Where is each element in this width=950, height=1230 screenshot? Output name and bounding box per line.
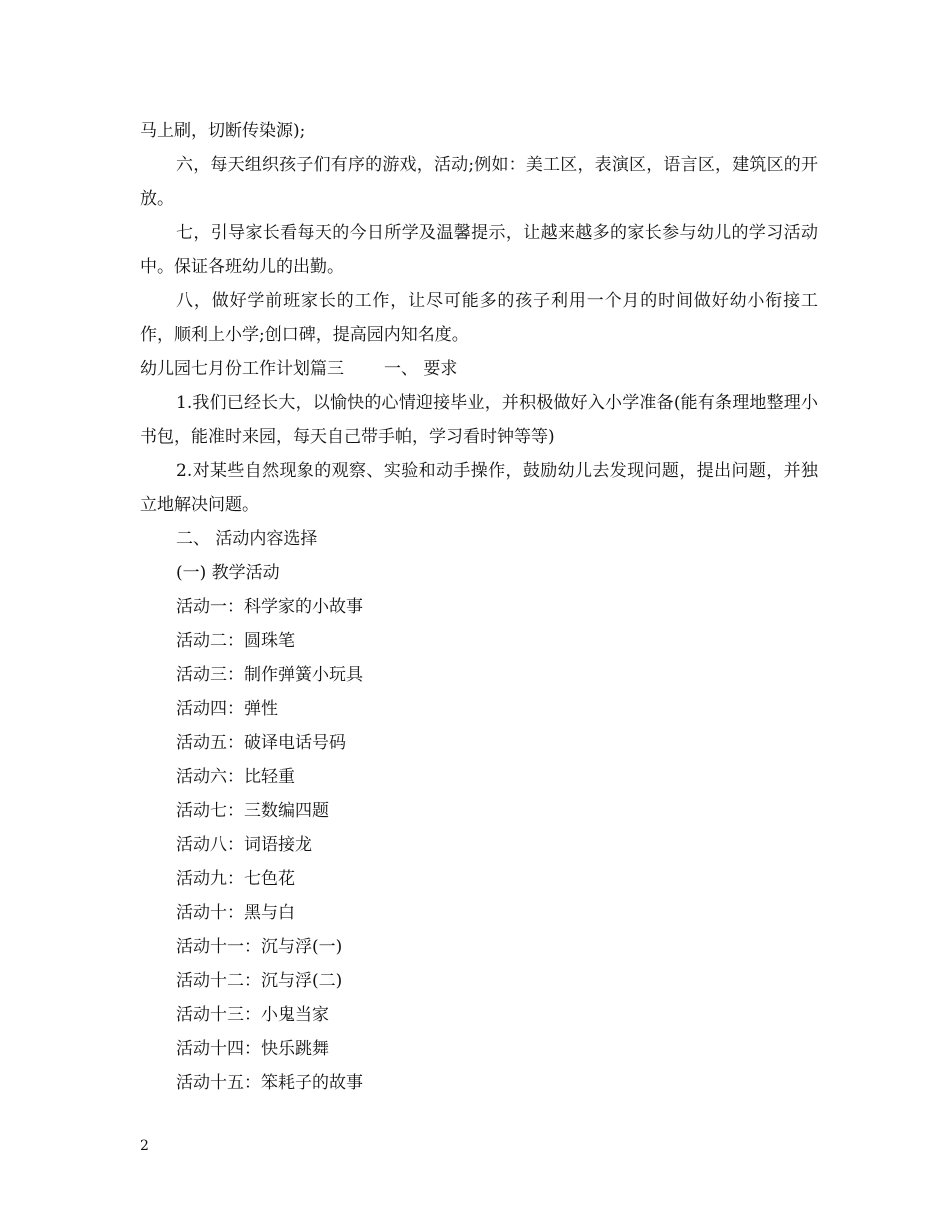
section-heading-activities: 二、 活动内容选择 [176,529,318,549]
activity-item: 活动十一：沉与浮(一) [176,937,343,957]
activity-item: 活动四：弹性 [176,699,278,719]
activity-item: 活动八：词语接龙 [176,835,312,855]
section-heading-line [140,352,818,386]
document-body [140,114,818,1100]
activity-item: 活动十：黑与白 [176,903,295,923]
section-heading-requirements: 一、 要求 [384,359,458,379]
activity-item: 活动五：破译电话号码 [176,733,346,753]
activity-item: 活动一：科学家的小故事 [176,597,363,617]
activity-item: 活动十五：笨耗子的故事 [176,1073,363,1093]
activity-item: 活动十四：快乐跳舞 [176,1039,329,1059]
subsection-heading-teaching: (一) 教学活动 [176,563,280,583]
requirement-two: 2.对某些自然现象的观察、实验和动手操作，鼓励幼儿去发现问题，提出问题，并独立地解决问题。 [140,461,818,515]
activity-item: 活动二：圆珠笔 [176,631,295,651]
activity-item: 活动三：制作弹簧小玩具 [176,665,363,685]
activity-item: 活动七：三数编四题 [176,801,329,821]
activity-item: 活动六：比轻重 [176,767,295,787]
requirement-one: 1.我们已经长大，以愉快的心情迎接毕业，并积极做好入小学准备(能有条理地整理小书包，能准时来园，每天自己带手帕，学习看时钟等等) [140,393,818,447]
paragraph-continuation: 马上刷，切断传染源); [140,121,306,141]
paragraph-item-eight: 八，做好学前班家长的工作，让尽可能多的孩子利用一个月的时间做好幼小衔接工作，顺利上小学;创口碑，提高园内知名度。 [140,291,818,345]
plan-title: 幼儿园七月份工作计划篇三 [140,359,344,379]
activity-item: 活动十三：小鬼当家 [176,1005,329,1025]
paragraph-item-seven: 七，引导家长看每天的今日所学及温馨提示，让越来越多的家长参与幼儿的学习活动中。保证各班幼儿的出勤。 [140,223,818,277]
page-number: 2 [140,1138,149,1154]
paragraph-item-six: 六，每天组织孩子们有序的游戏，活动;例如：美工区，表演区，语言区，建筑区的开放。 [140,155,818,209]
activity-item: 活动十二：沉与浮(二) [176,971,343,991]
activity-item: 活动九：七色花 [176,869,295,889]
